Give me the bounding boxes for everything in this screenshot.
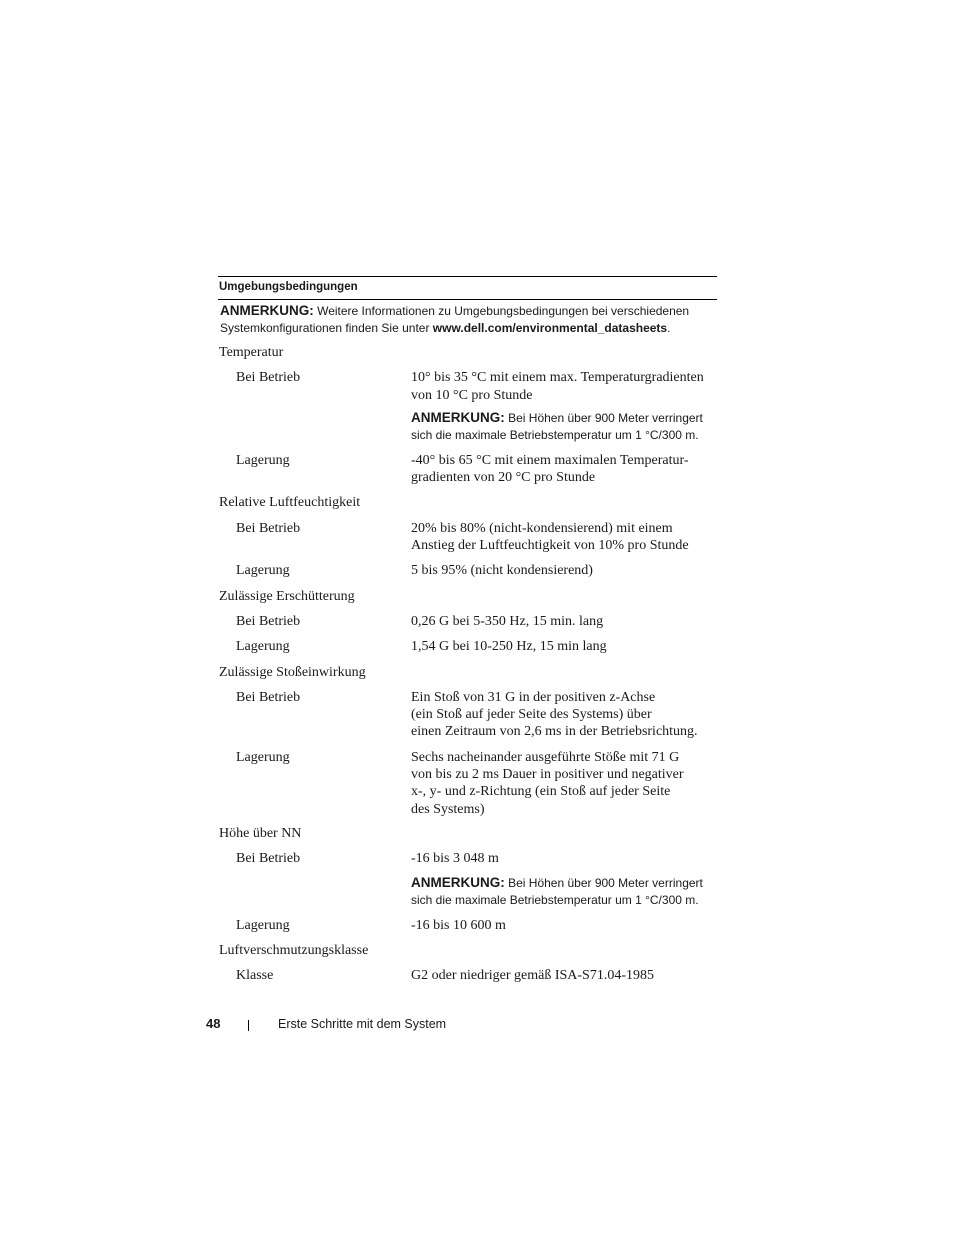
row-label: Lagerung: [236, 749, 290, 765]
row-label: Klasse: [236, 968, 274, 984]
footer-title: Erste Schritte mit dem System: [278, 1017, 447, 1031]
row-value: [411, 452, 716, 487]
page-number: 48: [206, 1016, 221, 1031]
datasheet-link[interactable]: www.dell.com/environmental_datasheets: [432, 321, 668, 335]
note-line: sich die maximale Betriebstemperatur um 1 °C/300 m.: [411, 427, 699, 442]
altitude-note: [411, 874, 716, 909]
value-line: gradienten von 20 °C pro Stunde: [411, 470, 596, 486]
table-row: [218, 850, 717, 867]
row-value: G2 oder niedriger gemäß ISA-S71.04-1985: [411, 968, 655, 984]
value-line: -40° bis 65 °C mit einem maximalen Temperatur-: [411, 452, 689, 468]
value-line: 20% bis 80% (nicht-kondensierend) mit einem: [411, 520, 673, 536]
table-row: [218, 562, 717, 579]
section-title-temperature: Temperatur: [219, 345, 284, 360]
row-label: Bei Betrieb: [236, 851, 301, 867]
note-text: Bei Höhen über 900 Meter verringert: [508, 875, 703, 890]
value-line: Anstieg der Luftfeuchtigkeit von 10% pro Stunde: [411, 538, 689, 554]
row-value: -16 bis 10 600 m: [411, 917, 506, 933]
row-value: 0,26 G bei 5-350 Hz, 15 min. lang: [411, 613, 604, 629]
table-row: [218, 917, 717, 934]
altitude-note: [411, 409, 716, 444]
row-label: Bei Betrieb: [236, 689, 301, 705]
table-row: [218, 452, 717, 487]
note-keyword: ANMERKUNG:: [411, 874, 505, 890]
environment-table: [218, 276, 717, 984]
note-keyword: ANMERKUNG:: [220, 303, 314, 318]
value-line: Ein Stoß von 31 G in der positiven z-Achse: [411, 689, 656, 705]
section-title-altitude: Höhe über NN: [219, 825, 302, 841]
row-value: [411, 749, 716, 818]
note-line: sich die maximale Betriebstemperatur um 1 °C/300 m.: [411, 892, 699, 907]
row-value: -16 bis 3 048 m: [411, 851, 499, 867]
note-line: [411, 874, 716, 892]
section-title-humidity: Relative Luftfeuchtigkeit: [219, 495, 361, 511]
row-value: 5 bis 95% (nicht kondensierend): [411, 563, 593, 579]
value-line: von bis zu 2 ms Dauer in positiver und negativer: [411, 767, 684, 783]
row-value: [411, 520, 716, 555]
row-label: Lagerung: [236, 563, 290, 579]
table-row: [218, 749, 717, 818]
table-row: [218, 520, 717, 555]
row-label: Lagerung: [236, 452, 290, 468]
row-label: Lagerung: [236, 639, 290, 655]
row-label: Lagerung: [236, 917, 290, 933]
footer-separator: [248, 1020, 249, 1031]
value-line: Sechs nacheinander ausgeführte Stöße mit 71 G: [411, 749, 680, 765]
table-row: [218, 613, 717, 630]
section-title-pollution: Luftverschmutzungsklasse: [219, 942, 369, 958]
value-line: einen Zeitraum von 2,6 ms in der Betriebsrichtung.: [411, 724, 698, 740]
section-title-vibration: Zulässige Erschütterung: [219, 588, 355, 604]
row-label: Bei Betrieb: [236, 520, 301, 536]
table-row: [218, 967, 717, 984]
note-line: [411, 409, 716, 427]
row-value: 1,54 G bei 10-250 Hz, 15 min lang: [411, 639, 607, 655]
note-keyword: ANMERKUNG:: [411, 409, 505, 425]
note-text: Weitere Informationen zu Umgebungsbedingungen bei verschiedenen Systemkonfigurationen finden Sie unter: [220, 304, 690, 335]
value-line: 10° bis 35 °C mit einem max. Temperaturgradienten: [411, 370, 704, 386]
note-text: Bei Höhen über 900 Meter verringert: [508, 410, 703, 425]
row-value: [411, 369, 716, 404]
value-line: des Systems): [411, 801, 485, 817]
row-label: Bei Betrieb: [236, 613, 301, 629]
table-row: [218, 369, 717, 404]
note-text-end: .: [667, 321, 671, 335]
section-title-shock: Zulässige Stoßeinwirkung: [219, 664, 366, 680]
value-line: x-, y- und z-Richtung (ein Stoß auf jeder Seite: [411, 784, 671, 800]
value-line: von 10 °C pro Stunde: [411, 387, 533, 403]
table-row: [218, 638, 717, 655]
value-line: (ein Stoß auf jeder Seite des Systems) über: [411, 707, 652, 723]
table-row: [218, 689, 717, 741]
intro-note: [218, 300, 717, 337]
table-heading: Umgebungsbedingungen: [219, 281, 358, 293]
page-footer: [0, 1016, 954, 1036]
row-label: Bei Betrieb: [236, 370, 301, 386]
row-value: [411, 689, 716, 741]
